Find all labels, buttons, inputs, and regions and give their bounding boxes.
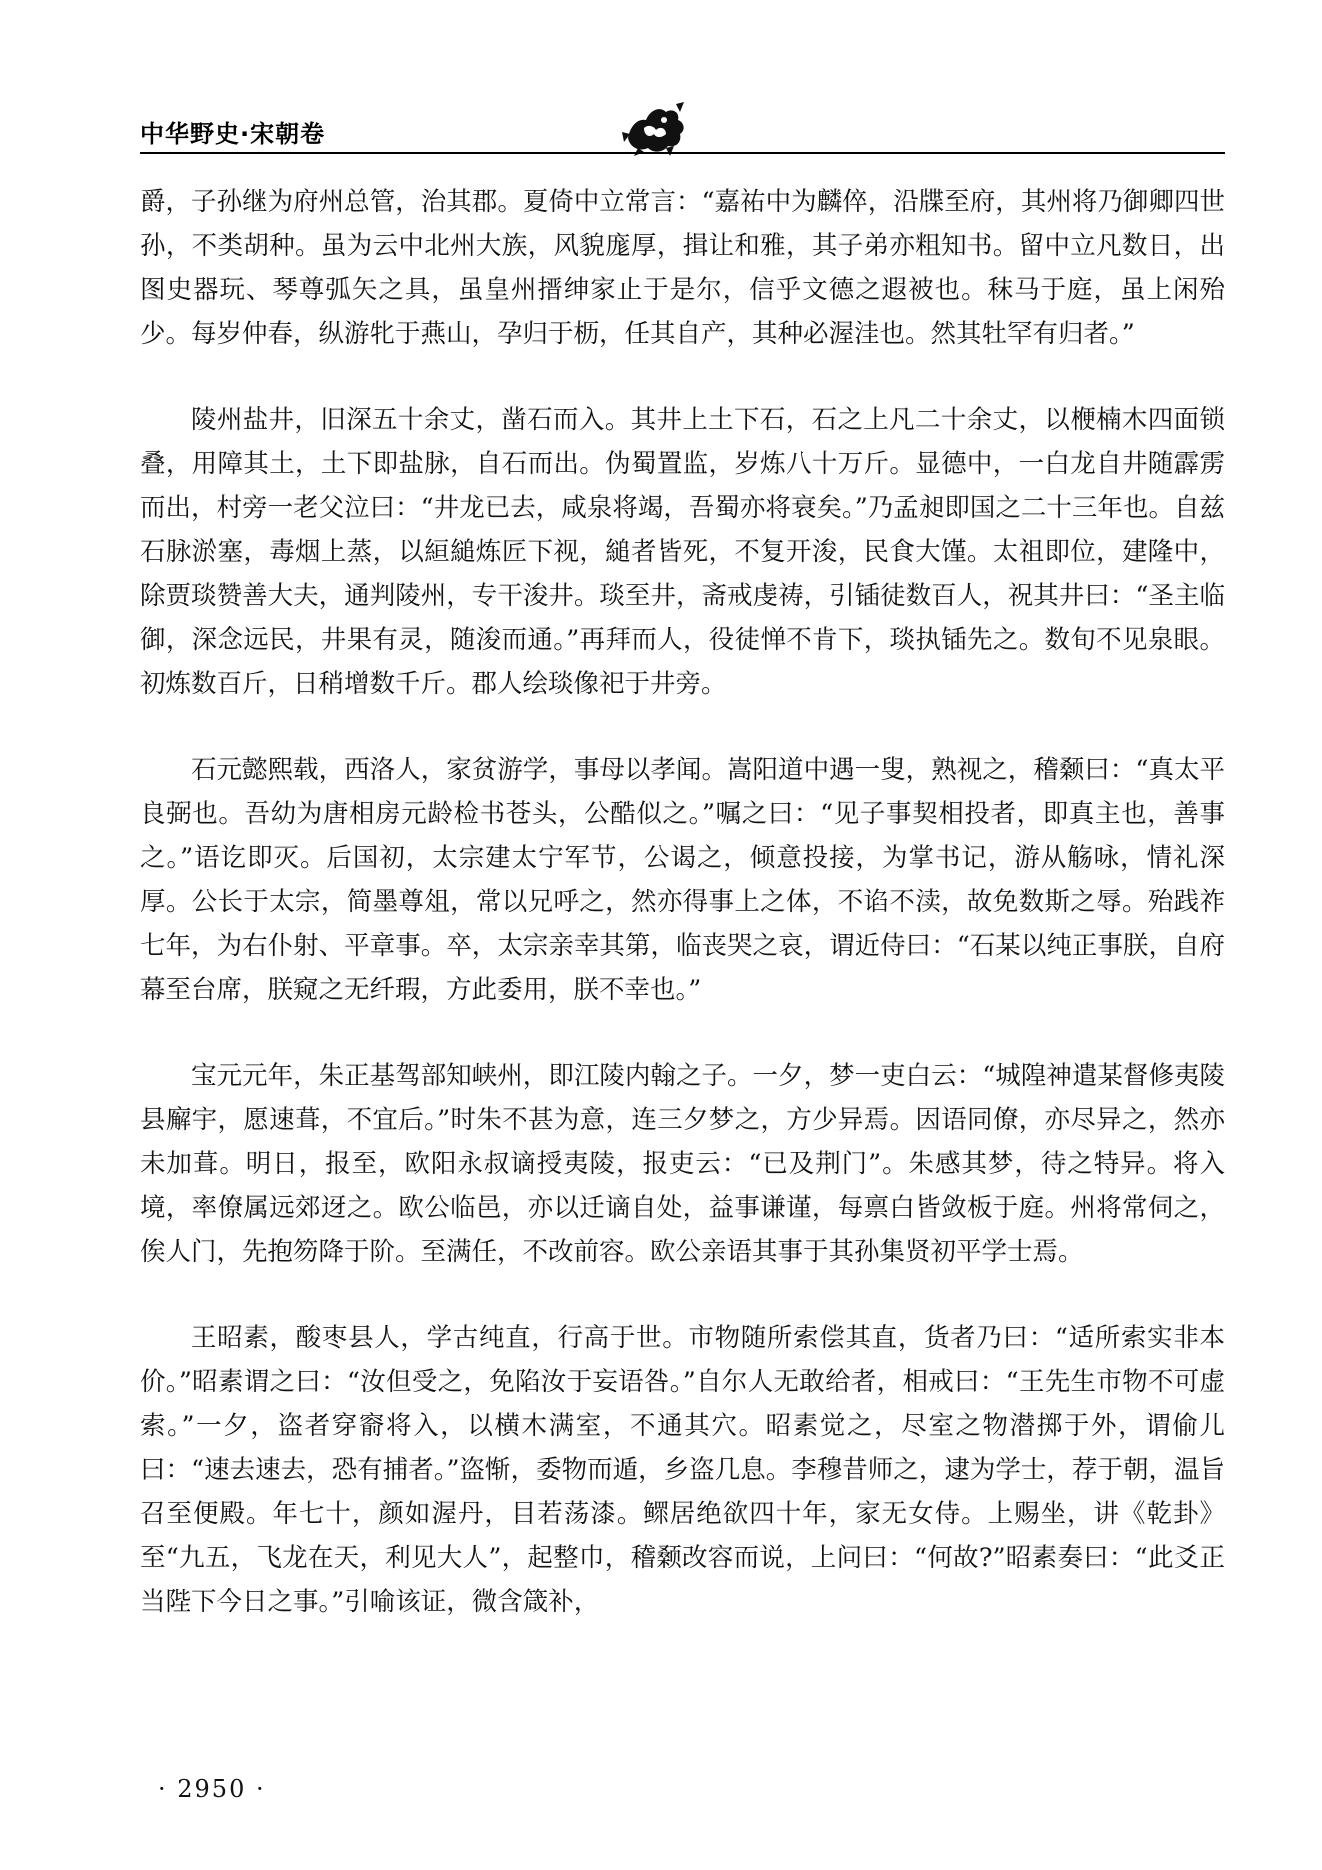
paragraph-1: 爵，子孙继为府州总管，治其郡。夏倚中立常言：“嘉祐中为麟倅，沿牒至府，其州将乃御卿四世孙，不类胡种。虽为云中北州大族，风貌庬厚，揖让和雅，其子弟亦粗知书。留中立凡数日，出图史器玩、琴尊弧矢之具，虽皇州搢绅家止于是尔，信乎文德之遐被也。秣马于庭，虽上闲殆少。每岁仲春，纵游牝于燕山，孕归于枥，任其自产，其种必渥洼也。然其牡罕有归者。” [140,187,1225,349]
paragraph-5: 王昭素，酸枣县人，学古纯直，行高于世。市物随所索偿其直，货者乃曰：“适所索实非本价。”昭素谓之曰：“汝但受之，免陷汝于妄语咎。”自尔人无敢给者，相戒曰：“王先生市物不可虚索。”一夕，盗者穿窬将入，以横木满室，不通其穴。昭素觉之，尽室之物潜掷于外，谓偷儿曰：“速去速去，恐有捕者。”盗惭，委物而遁，乡盗几息。李穆昔师之，逮为学士，荐于朝，温旨召至便殿。年七十，颜如渥丹，目若荡漆。鳏居绝欲四十年，家无女侍。上赐坐，讲《乾卦》至“九五，飞龙在天，利见大人”，起整巾，稽颡改容而说，上问曰：“何故?”昭素奏曰：“此爻正当陛下今日之事。”引喻该证，微含箴补， [140,1323,1225,1617]
body-text [140,180,1225,1624]
header-rule [140,152,1225,154]
page-number: · 2950 · [158,1775,266,1803]
book-title: 中华野史·宋朝卷 [140,120,326,148]
running-header [140,110,1225,158]
paragraph-4: 宝元元年，朱正基驾部知峡州，即江陵内翰之子。一夕，梦一吏白云：“城隍神遣某督修夷陵县廨宇，愿速葺，不宜后。”时朱不甚为意，连三夕梦之，方少异焉。因语同僚，亦尽异之，然亦未加葺。明日，报至，欧阳永叔谪授夷陵，报吏云：“已及荆门”。朱感其梦，待之特异。将入境，率僚属远郊迓之。欧公临邑，亦以迁谪自处，益事谦谨，每禀白皆敛板于庭。州将常伺之，俟人门，先抱笏降于阶。至满任，不改前容。欧公亲语其事于其孙集贤初平学士焉。 [140,1061,1225,1267]
paragraph-3: 石元懿熙载，西洛人，家贫游学，事母以孝闻。嵩阳道中遇一叟，熟视之，稽颡曰：“真太平良弼也。吾幼为唐相房元龄检书苍头，公酷似之。”嘱之曰：“见子事契相投者，即真主也，善事之。”语讫即灭。后国初，太宗建太宁军节，公谒之，倾意投接，为掌书记，游从觞咏，情礼深厚。公长于太宗，简墨尊俎，常以兄呼之，然亦得事上之体，不谄不渎，故免数斯之辱。殆践祚七年，为右仆射、平章事。卒，太宗亲幸其第，临丧哭之哀，谓近侍曰：“石某以纯正事朕，自府幕至台席，朕窥之无纤瑕，方此委用，朕不幸也。” [140,755,1225,1005]
paragraph-2: 陵州盐井，旧深五十余丈，凿石而入。其井上土下石，石之上凡二十余丈，以楩楠木四面锁叠，用障其土，土下即盐脉，自石而出。伪蜀置监，岁炼八十万斤。显德中，一白龙自井随霹雳而出，村旁一老父泣曰：“井龙已去，咸泉将竭，吾蜀亦将衰矣。”乃孟昶即国之二十三年也。自兹石脉淤塞，毒烟上蒸，以絙縋炼匠下视，縋者皆死，不复开浚，民食大馑。太祖即位，建隆中，除贾琰赞善大夫，通判陵州，专干浚井。琰至井，斋戒虔祷，引锸徒数百人，祝其井曰：“圣主临御，深念远民，井果有灵，随浚而通。”再拜而人，役徒惮不肯下，琰执锸先之。数旬不见泉眼。初炼数百斤，日稍增数千斤。郡人绘琰像祀于井旁。 [140,405,1225,699]
dragon-ornament-icon [620,98,690,156]
